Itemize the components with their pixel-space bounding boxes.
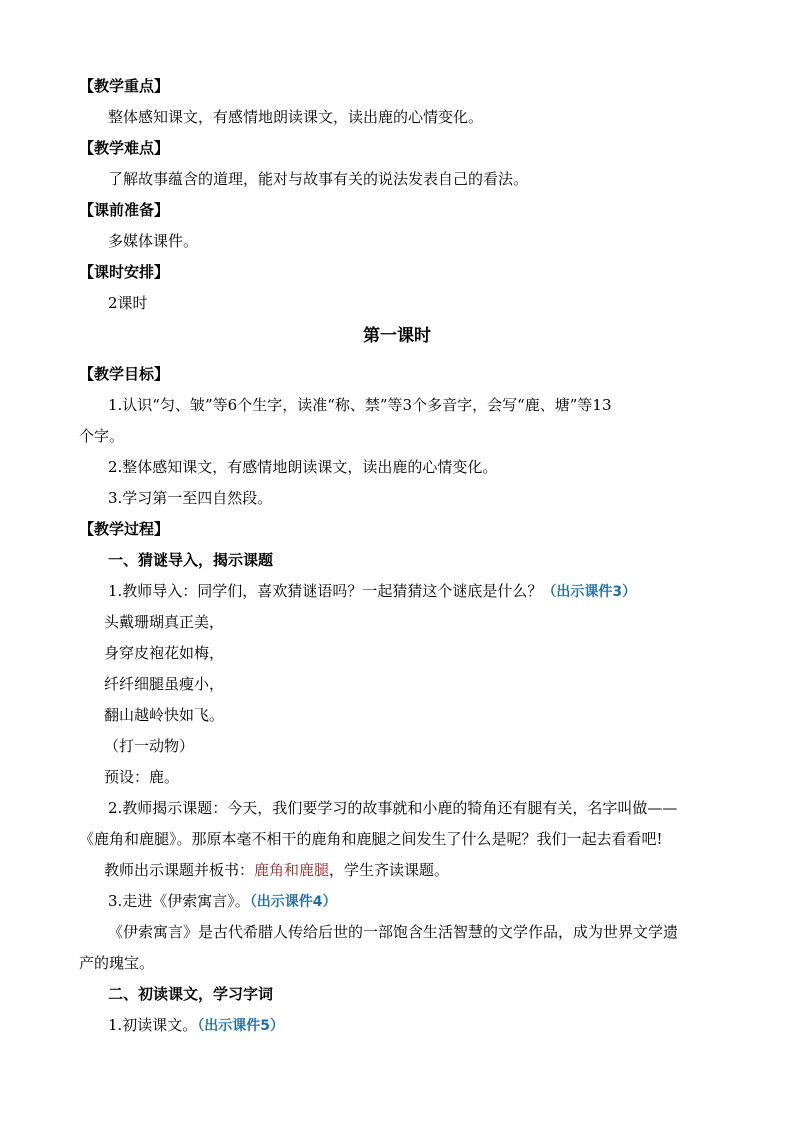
riddle-line-2: 身穿皮袍花如梅， xyxy=(104,644,225,662)
goal-2: 2.整体感知课文，有感情地朗读课文，读出鹿的心情变化。 xyxy=(108,458,498,476)
first-reading xyxy=(108,1015,794,1036)
reveal-title-line-2: 《鹿角和鹿腿》。那原本毫不相干的鹿角和鹿腿之间发生了什么是呢？我们一起去看看吧! xyxy=(79,830,663,848)
schedule-heading: 【课时安排】 xyxy=(79,263,170,281)
part-1-intro-text: 1.教师导入：同学们，喜欢猜谜语吗？一起猜猜这个谜底是什么？ xyxy=(108,582,543,600)
aesop-intro-text: 3.走进《伊索寓言》。 xyxy=(108,892,250,910)
courseware-ref-4: （出示课件4） xyxy=(249,894,337,910)
goals-heading: 【教学目标】 xyxy=(79,365,170,383)
lesson-title: 第一课时 xyxy=(363,326,431,346)
part-1-intro xyxy=(108,581,794,602)
aesop-desc-line-1: 《伊索寓言》是古代希腊人传给后世的一部饱含生活智慧的文学作品，成为世界文学遗 xyxy=(108,923,679,941)
focus-text: 整体感知课文，有感情地朗读课文，读出鹿的心情变化。 xyxy=(108,108,484,126)
courseware-ref-5: （出示课件5） xyxy=(197,1018,285,1034)
reveal-title-line-1: 2.教师揭示课题：今天，我们要学习的故事就和小鹿的犄角还有腿有关，名字叫做—— xyxy=(108,799,678,817)
process-heading: 【教学过程】 xyxy=(79,520,170,538)
preset-answer: 预设：鹿。 xyxy=(104,768,180,786)
difficulty-heading: 【教学难点】 xyxy=(79,139,170,157)
riddle-line-1: 头戴珊瑚真正美， xyxy=(104,613,225,631)
board-title: 鹿角和鹿腿 xyxy=(254,861,330,879)
prep-heading: 【课前准备】 xyxy=(79,201,170,219)
goal-1-line-1: 1.认识“匀、皱”等6个生字，读准“称、禁”等3个多音字，会写“鹿、塘”等13 xyxy=(108,396,612,414)
schedule-text: 2课时 xyxy=(108,294,148,312)
board-writing-post: ，学生齐读课题。 xyxy=(329,861,450,879)
difficulty-text: 了解故事蕴含的道理，能对与故事有关的说法发表自己的看法。 xyxy=(108,170,529,188)
riddle-line-4: 翻山越岭快如飞。 xyxy=(104,706,225,724)
focus-heading: 【教学重点】 xyxy=(79,77,170,95)
goal-1-line-2: 个字。 xyxy=(79,427,125,445)
riddle-line-3: 纤纤细腿虽瘦小， xyxy=(104,675,225,693)
courseware-ref-3: （出示课件3） xyxy=(542,584,637,600)
riddle-hint: （打一动物） xyxy=(104,737,195,755)
aesop-intro xyxy=(108,891,794,912)
board-writing-pre: 教师出示课题并板书： xyxy=(104,861,255,879)
board-writing xyxy=(104,860,794,880)
goal-3: 3.学习第一至四自然段。 xyxy=(108,489,273,507)
part-2-title: 二、初读课文，学习字词 xyxy=(108,985,274,1003)
first-reading-text: 1.初读课文。 xyxy=(108,1016,198,1034)
aesop-desc-line-2: 产的瑰宝。 xyxy=(79,954,155,972)
prep-text: 多媒体课件。 xyxy=(108,232,199,250)
part-1-title: 一、猜谜导入，揭示课题 xyxy=(108,551,274,569)
